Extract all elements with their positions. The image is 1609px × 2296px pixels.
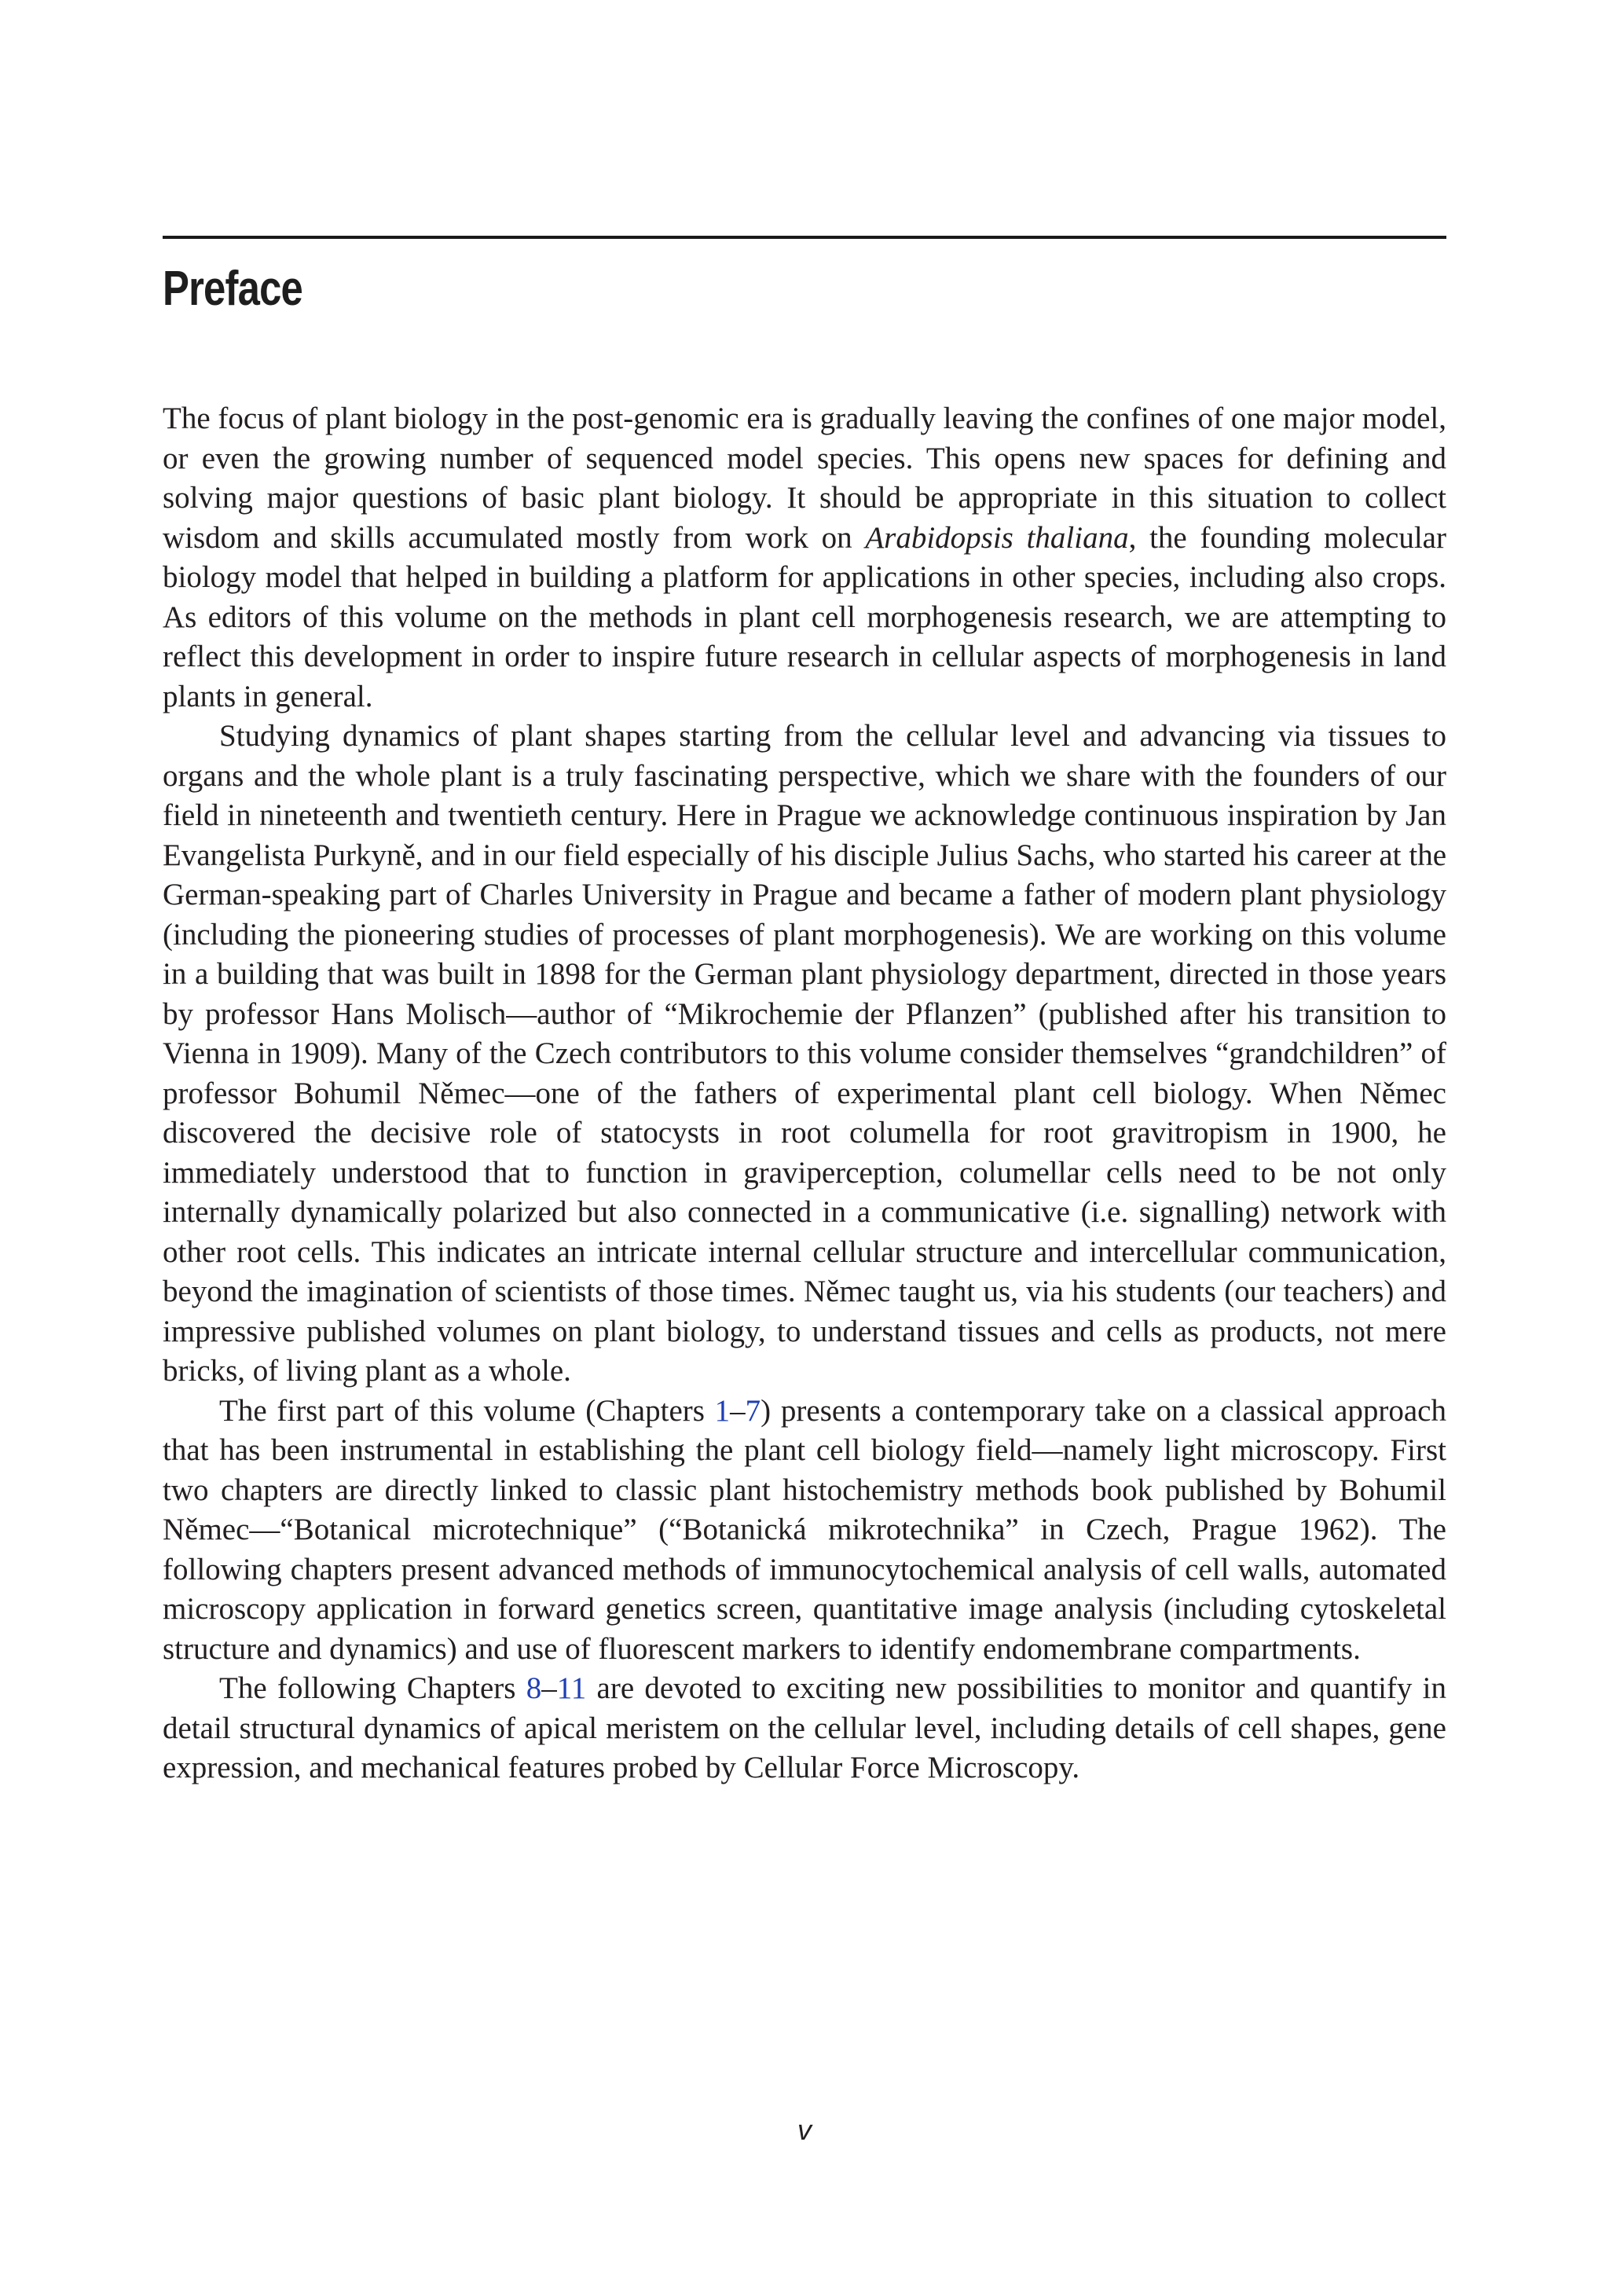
page-title: Preface	[163, 262, 302, 316]
chapter-link-7[interactable]: 7	[745, 1393, 761, 1428]
paragraph-3	[163, 1392, 1446, 1670]
p1-text-a: The focus of plant biology in the post-genomic era is gradually leaving the confines of one major model, or even the growing number of sequenced model species. This opens new spaces for defining and solving major questions of basic plant biology. It should be appropriate in this situation to collect wisdom and skills accumulated mostly from work on	[163, 402, 1446, 555]
range-dash: –	[730, 1393, 746, 1428]
heading-rule	[163, 236, 1446, 239]
preface-body	[163, 399, 1446, 1788]
paragraph-1	[163, 399, 1446, 717]
p4-text-a: The following Chapters	[219, 1671, 526, 1705]
chapter-link-8[interactable]: 8	[526, 1671, 542, 1705]
page-number: v	[797, 2114, 812, 2146]
paragraph-4	[163, 1669, 1446, 1788]
p4-text-b: are devoted to exciting new possibilities to monitor and quantify in detail structural dynamics of apical meristem on the cellular level, including details of cell shapes, gene expression, and mechanical features probed by Cellular Force Microscopy.	[163, 1671, 1446, 1784]
p1-text-b: , the founding molecular biology model that helped in building a platform for applications in other species, including also crops. As editors of this volume on the methods in plant cell morphogenesis research, we are attempting to reflect this development in order to inspire future research in cellular aspects of morphogenesis in land plants in general.	[163, 520, 1446, 713]
species-name: Arabidopsis thaliana	[865, 520, 1129, 555]
chapter-link-1[interactable]: 1	[714, 1393, 731, 1428]
chapter-link-11[interactable]: 11	[556, 1671, 587, 1705]
paragraph-2: Studying dynamics of plant shapes starting from the cellular level and advancing via tissues to organs and the whole plant is a truly fascinating perspective, which we share with the founders of our field in nineteenth and twentieth century. Here in Prague we acknowledge continuous inspiration by Jan Evangelista Purkyně, and in our field especially of his disciple Julius Sachs, who started his career at the German-speaking part of Charles University in Prague and became a father of modern plant physiology (including the pioneering studies of processes of plant morphogenesis). We are working on this volume in a building that was built in 1898 for the German plant physiology department, directed in those years by professor Hans Molisch—author of “Mikrochemie der Pflanzen” (published after his transition to Vienna in 1909). Many of the Czech contributors to this volume consider themselves “grandchildren” of professor Bohumil Němec—one of the fathers of experimental plant cell biology. When Němec discovered the decisive role of statocysts in root columella for root gravitropism in 1900, he immediately understood that to function in graviperception, columellar cells need to be not only internally dynamically polarized but also connected in a communicative (i.e. signalling) network with other root cells. This indicates an intricate internal cellular structure and intercellular communication, beyond the imagination of scientists of those times. Němec taught us, via his students (our teachers) and impressive published volumes on plant biology, to understand tissues and cells as products, not mere bricks, of living plant as a whole.	[163, 719, 1446, 1388]
range-dash: –	[541, 1671, 557, 1705]
p3-text-a: The first part of this volume (Chapters	[219, 1393, 715, 1428]
p3-text-b: ) presents a contemporary take on a classical approach that has been instrumental in establishing the plant cell biology field—namely light microscopy. First two chapters are directly linked to classic plant histochemistry methods book published by Bohumil Němec—“Botanical microtechnique” (“Botanická mikrotechnika” in Czech, Prague 1962). The following chapters present advanced methods of immunocytochemical analysis of cell walls, automated microscopy application in forward genetics screen, quantitative image analysis (including cytoskeletal structure and dynamics) and use of fluorescent markers to identify endomembrane compartments.	[163, 1393, 1446, 1666]
